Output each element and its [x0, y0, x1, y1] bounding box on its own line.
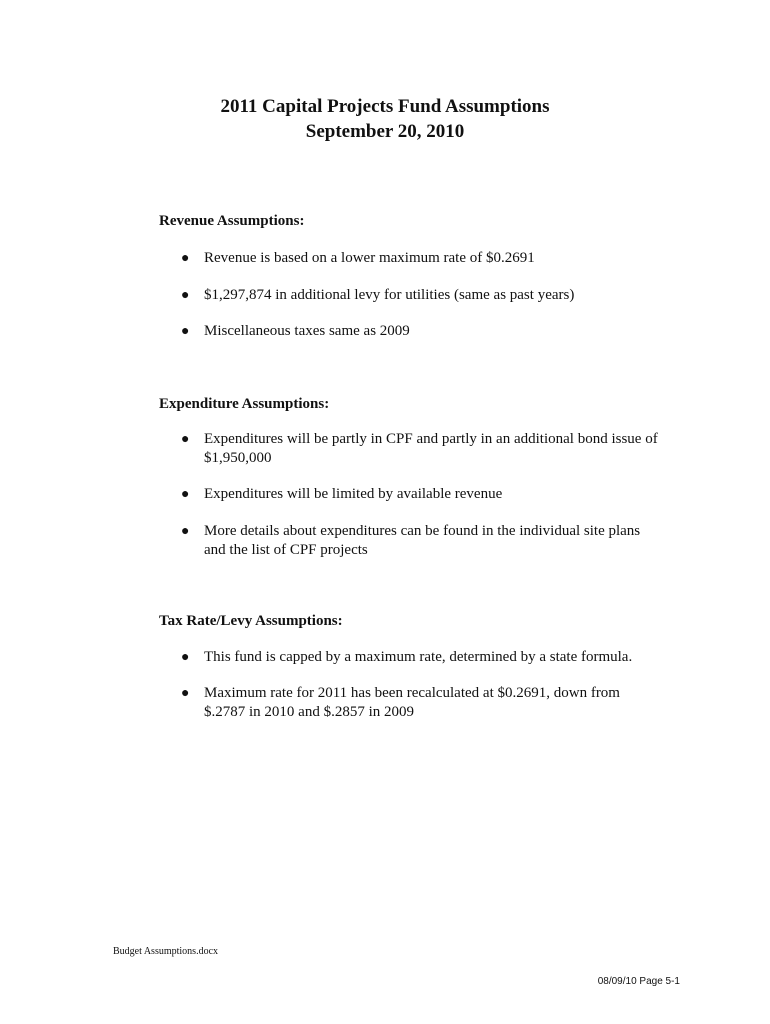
bullet-icon: ●: [181, 432, 190, 447]
bullet-icon: ●: [181, 487, 190, 502]
list-item-text: $1,297,874 in additional levy for utilities (same as past years): [204, 287, 575, 303]
section-heading-revenue: Revenue Assumptions:: [159, 213, 305, 229]
section-heading-expenditure: Expenditure Assumptions:: [159, 396, 330, 412]
document-date: September 20, 2010: [305, 121, 465, 142]
list-item-text: Expenditures will be limited by available revenue: [204, 486, 503, 502]
list-item-text: Miscellaneous taxes same as 2009: [204, 323, 410, 339]
list-item-text: Expenditures will be partly in CPF and partly in an additional bond issue of $1,950,000: [204, 431, 658, 466]
footer-page-info: 08/09/10 Page 5-1: [597, 976, 680, 987]
list-item-text: More details about expenditures can be found in the individual site plans and the list of CPF projects: [204, 523, 641, 558]
bullet-icon: ●: [181, 650, 190, 665]
bullet-icon: ●: [181, 288, 190, 303]
bullet-icon: ●: [181, 324, 190, 339]
bullet-icon: ●: [181, 251, 190, 266]
list-item-text: Maximum rate for 2011 has been recalculated at $0.2691, down from $.2787 in 2010 and $.2857 in 2009: [204, 685, 620, 720]
document-title: 2011 Capital Projects Fund Assumptions: [220, 96, 550, 117]
bullet-icon: ●: [181, 686, 190, 701]
bullet-icon: ●: [181, 524, 190, 539]
list-item-text: Revenue is based on a lower maximum rate of $0.2691: [204, 250, 535, 266]
footer-filename: Budget Assumptions.docx: [113, 946, 219, 957]
list-item-text: This fund is capped by a maximum rate, determined by a state formula.: [204, 649, 633, 665]
section-heading-tax-rate: Tax Rate/Levy Assumptions:: [159, 613, 343, 629]
